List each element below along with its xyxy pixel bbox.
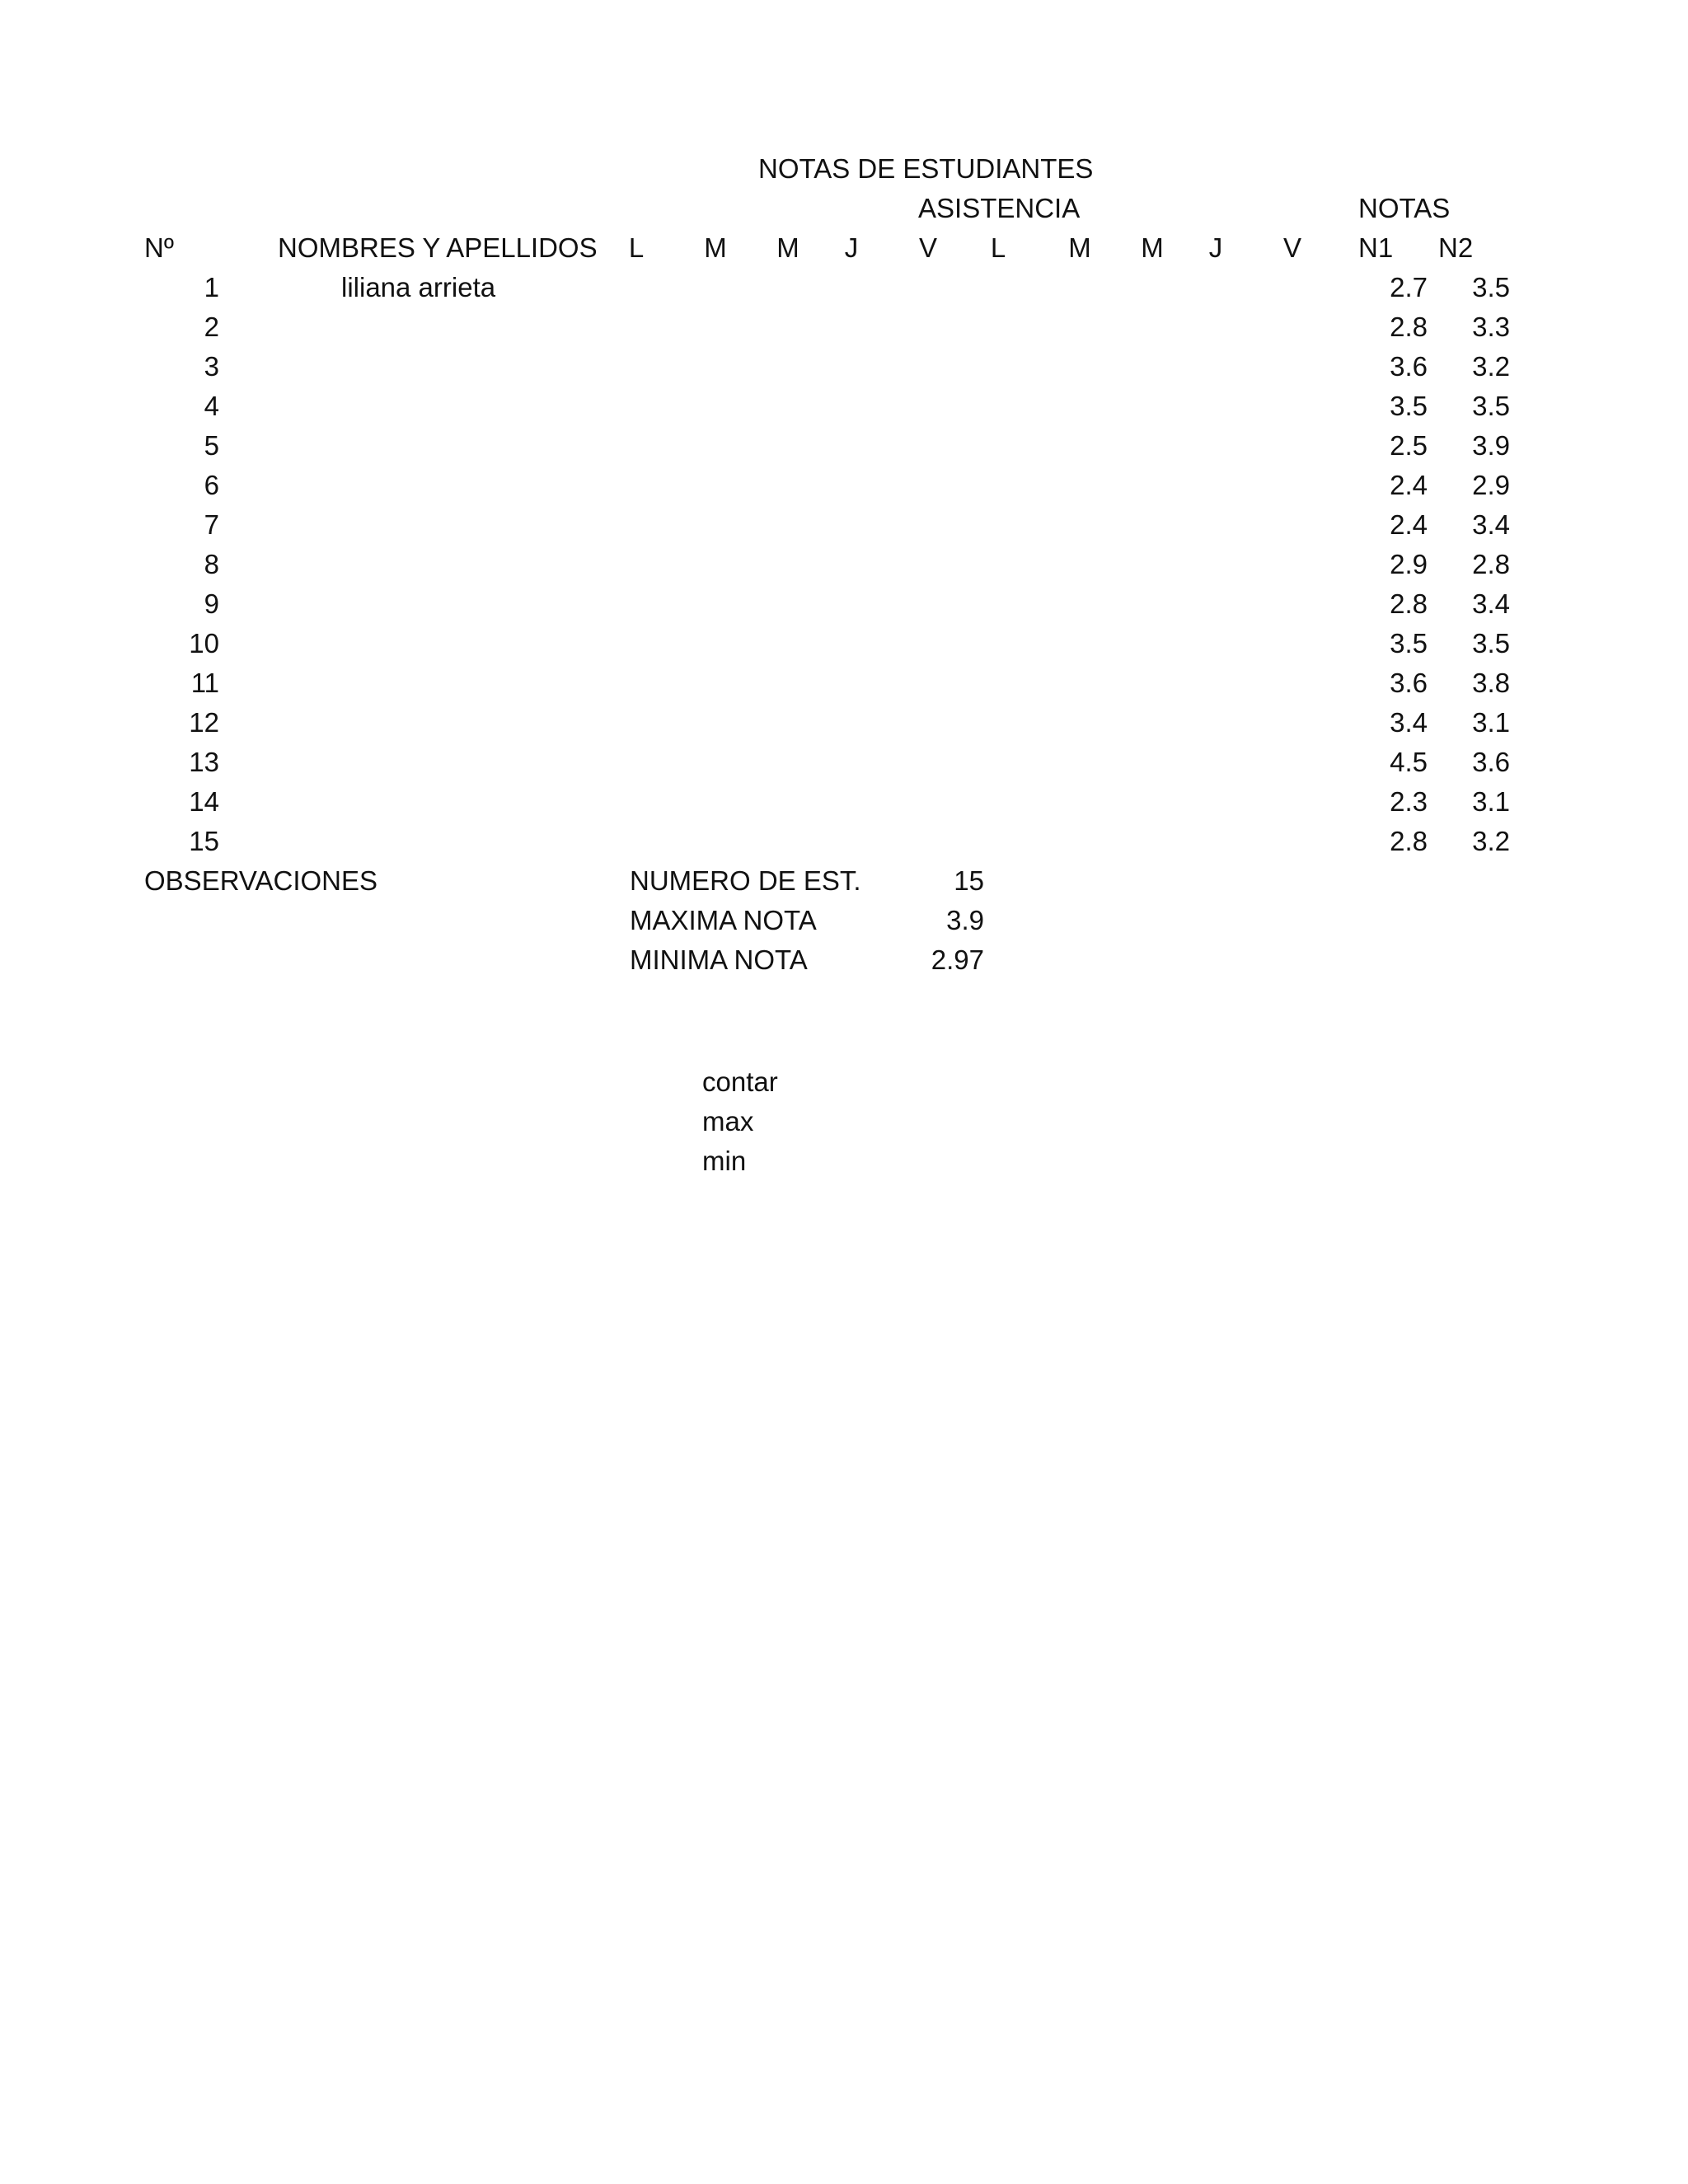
header-day: M <box>704 232 727 263</box>
header-day: M <box>776 232 799 263</box>
row-number: 1 <box>204 272 219 302</box>
grade-n1: 2.4 <box>1390 509 1428 540</box>
grade-n2: 3.3 <box>1472 312 1510 342</box>
grade-n2: 3.1 <box>1472 707 1510 738</box>
asistencia-header: ASISTENCIA <box>918 193 1081 223</box>
header-num: Nº <box>144 232 174 263</box>
table-row <box>0 590 1688 630</box>
grade-n2: 3.2 <box>1472 351 1510 382</box>
table-row <box>0 551 1688 590</box>
summary-value: 2.97 <box>931 944 984 975</box>
grade-n2: 3.2 <box>1472 826 1510 856</box>
grade-n2: 2.8 <box>1472 549 1510 579</box>
grade-n1: 3.4 <box>1390 707 1428 738</box>
table-row <box>0 392 1688 432</box>
row-number: 4 <box>204 391 219 421</box>
table-row <box>0 471 1688 511</box>
table-row <box>0 274 1688 313</box>
header-n2: N2 <box>1438 232 1474 263</box>
function-name: max <box>702 1106 754 1137</box>
row-number: 13 <box>189 747 219 777</box>
row-number: 5 <box>204 430 219 461</box>
row-number: 3 <box>204 351 219 382</box>
summary-value: 15 <box>954 865 984 896</box>
grade-n1: 2.5 <box>1390 430 1428 461</box>
header-day: V <box>1282 232 1301 263</box>
grade-n1: 2.4 <box>1390 470 1428 500</box>
row-number: 14 <box>189 786 219 817</box>
grade-n2: 3.5 <box>1472 272 1510 302</box>
grade-n1: 2.9 <box>1390 549 1428 579</box>
grade-n2: 3.6 <box>1472 747 1510 777</box>
grade-n2: 3.1 <box>1472 786 1510 817</box>
summary-value: 3.9 <box>946 905 984 935</box>
grade-n1: 2.8 <box>1390 312 1428 342</box>
table-row <box>0 827 1688 867</box>
grade-n2: 3.9 <box>1472 430 1510 461</box>
table-row <box>0 709 1688 748</box>
grade-n2: 2.9 <box>1472 470 1510 500</box>
row-number: 12 <box>189 707 219 738</box>
grade-n2: 3.4 <box>1472 588 1510 619</box>
row-number: 7 <box>204 509 219 540</box>
grade-n1: 2.7 <box>1390 272 1428 302</box>
summary-label: MINIMA NOTA <box>630 944 808 975</box>
grade-n1: 2.8 <box>1390 826 1428 856</box>
table-row <box>0 748 1688 788</box>
grade-n1: 3.6 <box>1390 351 1428 382</box>
grade-n2: 3.4 <box>1472 509 1510 540</box>
summary-label: NUMERO DE EST. <box>630 865 861 896</box>
header-day: L <box>628 232 645 263</box>
observaciones-label: OBSERVACIONES <box>144 865 378 896</box>
row-number: 9 <box>204 588 219 619</box>
table-row <box>0 669 1688 709</box>
grade-n2: 3.8 <box>1472 668 1510 698</box>
row-number: 15 <box>189 826 219 856</box>
row-number: 2 <box>204 312 219 342</box>
row-number: 6 <box>204 470 219 500</box>
table-row <box>0 353 1688 392</box>
student-name: liliana arrieta <box>341 272 496 302</box>
header-day: L <box>990 232 1006 263</box>
header-day: J <box>844 232 859 263</box>
function-name: contar <box>702 1066 778 1097</box>
grade-n1: 2.3 <box>1390 786 1428 817</box>
table-row <box>0 432 1688 471</box>
header-n1: N1 <box>1358 232 1394 263</box>
grade-n2: 3.5 <box>1472 391 1510 421</box>
notas-header: NOTAS <box>1358 193 1451 223</box>
header-day: V <box>918 232 937 263</box>
sheet-title: NOTAS DE ESTUDIANTES <box>758 153 1094 184</box>
summary-label: MAXIMA NOTA <box>630 905 817 935</box>
header-day: M <box>1141 232 1164 263</box>
grade-n2: 3.5 <box>1472 628 1510 658</box>
grade-n1: 3.6 <box>1390 668 1428 698</box>
row-number: 11 <box>190 668 219 698</box>
table-row <box>0 630 1688 669</box>
header-day: J <box>1208 232 1223 263</box>
grade-n1: 2.8 <box>1390 588 1428 619</box>
table-row <box>0 313 1688 353</box>
row-number: 8 <box>204 549 219 579</box>
grade-n1: 3.5 <box>1390 628 1428 658</box>
table-row <box>0 788 1688 827</box>
function-name: min <box>702 1146 747 1176</box>
table-row <box>0 511 1688 551</box>
grade-n1: 4.5 <box>1390 747 1428 777</box>
grade-n1: 3.5 <box>1390 391 1428 421</box>
row-number: 10 <box>189 628 219 658</box>
header-day: M <box>1068 232 1091 263</box>
header-name: NOMBRES Y APELLIDOS <box>278 232 598 263</box>
